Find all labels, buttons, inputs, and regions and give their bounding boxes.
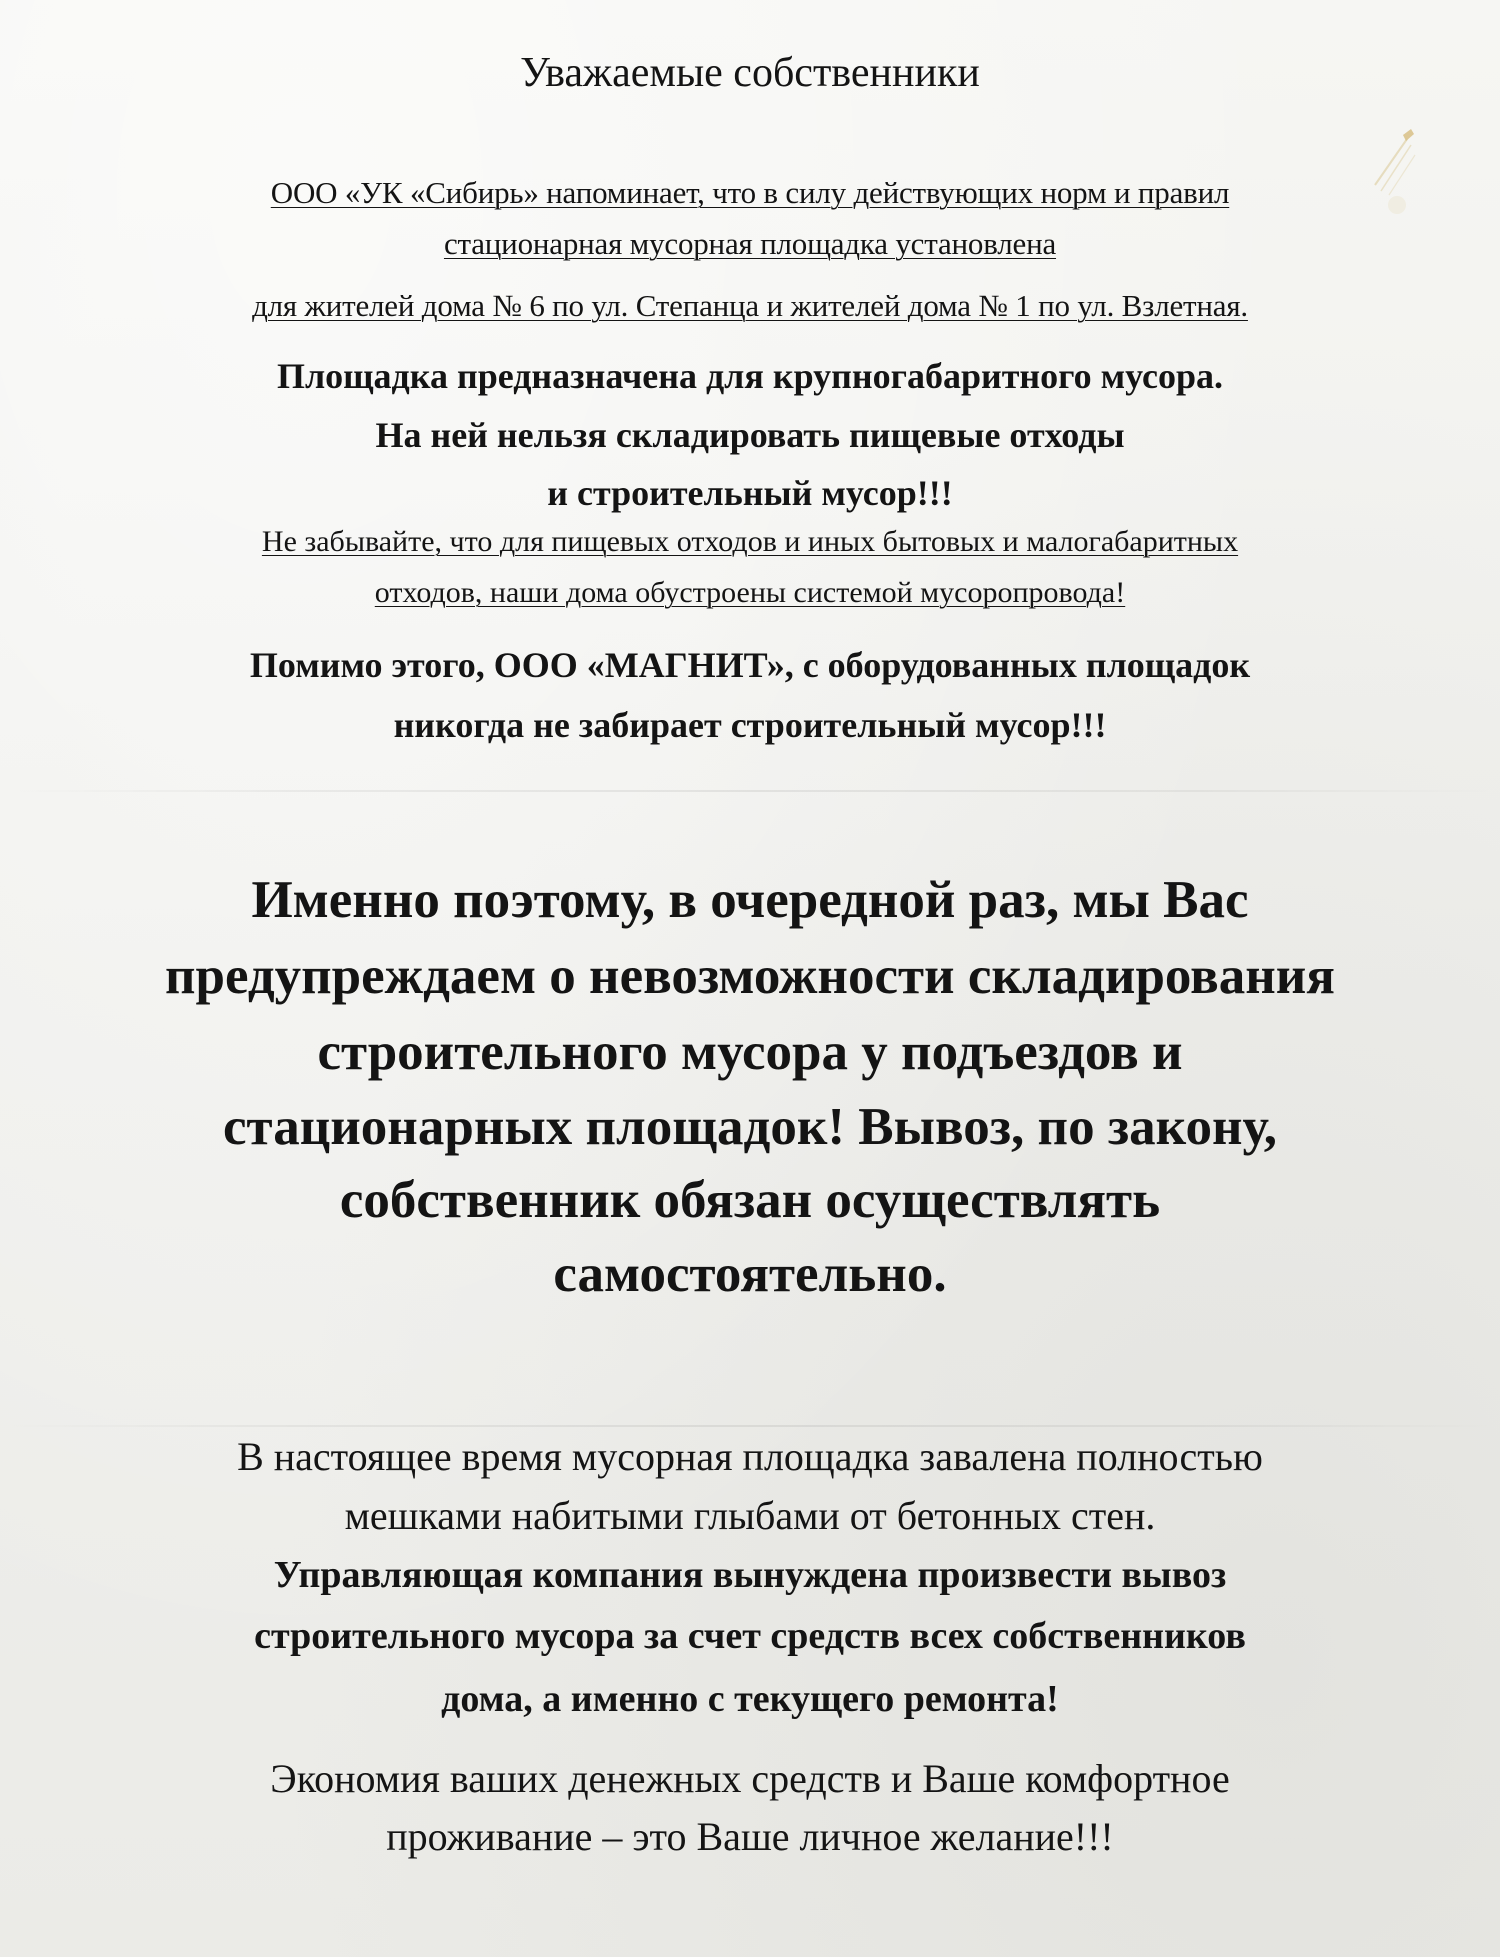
company-line: дома, а именно с текущего ремонта!: [441, 1678, 1059, 1720]
closing-line: Экономия ваших денежных средств и Ваше комфортное: [270, 1756, 1230, 1801]
reminder-line: отходов, наши дома обустроены системой мусоропровода!: [374, 576, 1126, 609]
purpose-line: На ней нельзя складировать пищевые отходы: [375, 415, 1125, 455]
warning-line: самостоятельно.: [553, 1245, 947, 1303]
paper-fold-line: [0, 790, 1500, 792]
warning-line: стационарных площадок! Вывоз, по закону,: [223, 1098, 1277, 1156]
status-line: мешками набитыми глыбами от бетонных стен.: [344, 1493, 1156, 1538]
warning-line: строительного мусора у подъездов и: [317, 1023, 1183, 1081]
intro-line: ООО «УК «Сибирь» напоминает, что в силу действующих норм и правил: [270, 175, 1230, 210]
company-line: строительного мусора за счет средств всех собственников: [254, 1615, 1246, 1657]
warning-line: Именно поэтому, в очередной раз, мы Вас: [251, 871, 1249, 929]
company-line: Управляющая компания вынуждена произвести вывоз: [273, 1554, 1227, 1596]
intro-line: стационарная мусорная площадка установлена: [443, 226, 1057, 261]
warning-line: предупреждаем о невозможности складирования: [165, 947, 1335, 1005]
paper-fold-line: [0, 1425, 1500, 1427]
magnit-line: никогда не забирает строительный мусор!!!: [393, 705, 1107, 745]
status-line: В настоящее время мусорная площадка завалена полностью: [237, 1434, 1263, 1479]
magnit-line: Помимо этого, ООО «МАГНИТ», с оборудованных площадок: [249, 645, 1251, 685]
warning-line: собственник обязан осуществлять: [339, 1171, 1161, 1229]
notice-title: Уважаемые собственники: [520, 50, 980, 96]
closing-line: проживание – это Ваше личное желание!!!: [386, 1814, 1114, 1859]
purpose-line: Площадка предназначена для крупногабаритного мусора.: [276, 356, 1224, 396]
reminder-line: Не забывайте, что для пищевых отходов и иных бытовых и малогабаритных: [261, 525, 1239, 558]
purpose-line: и строительный мусор!!!: [547, 473, 953, 513]
intro-line: для жителей дома № 6 по ул. Степанца и жителей дома № 1 по ул. Взлетная.: [252, 288, 1248, 323]
